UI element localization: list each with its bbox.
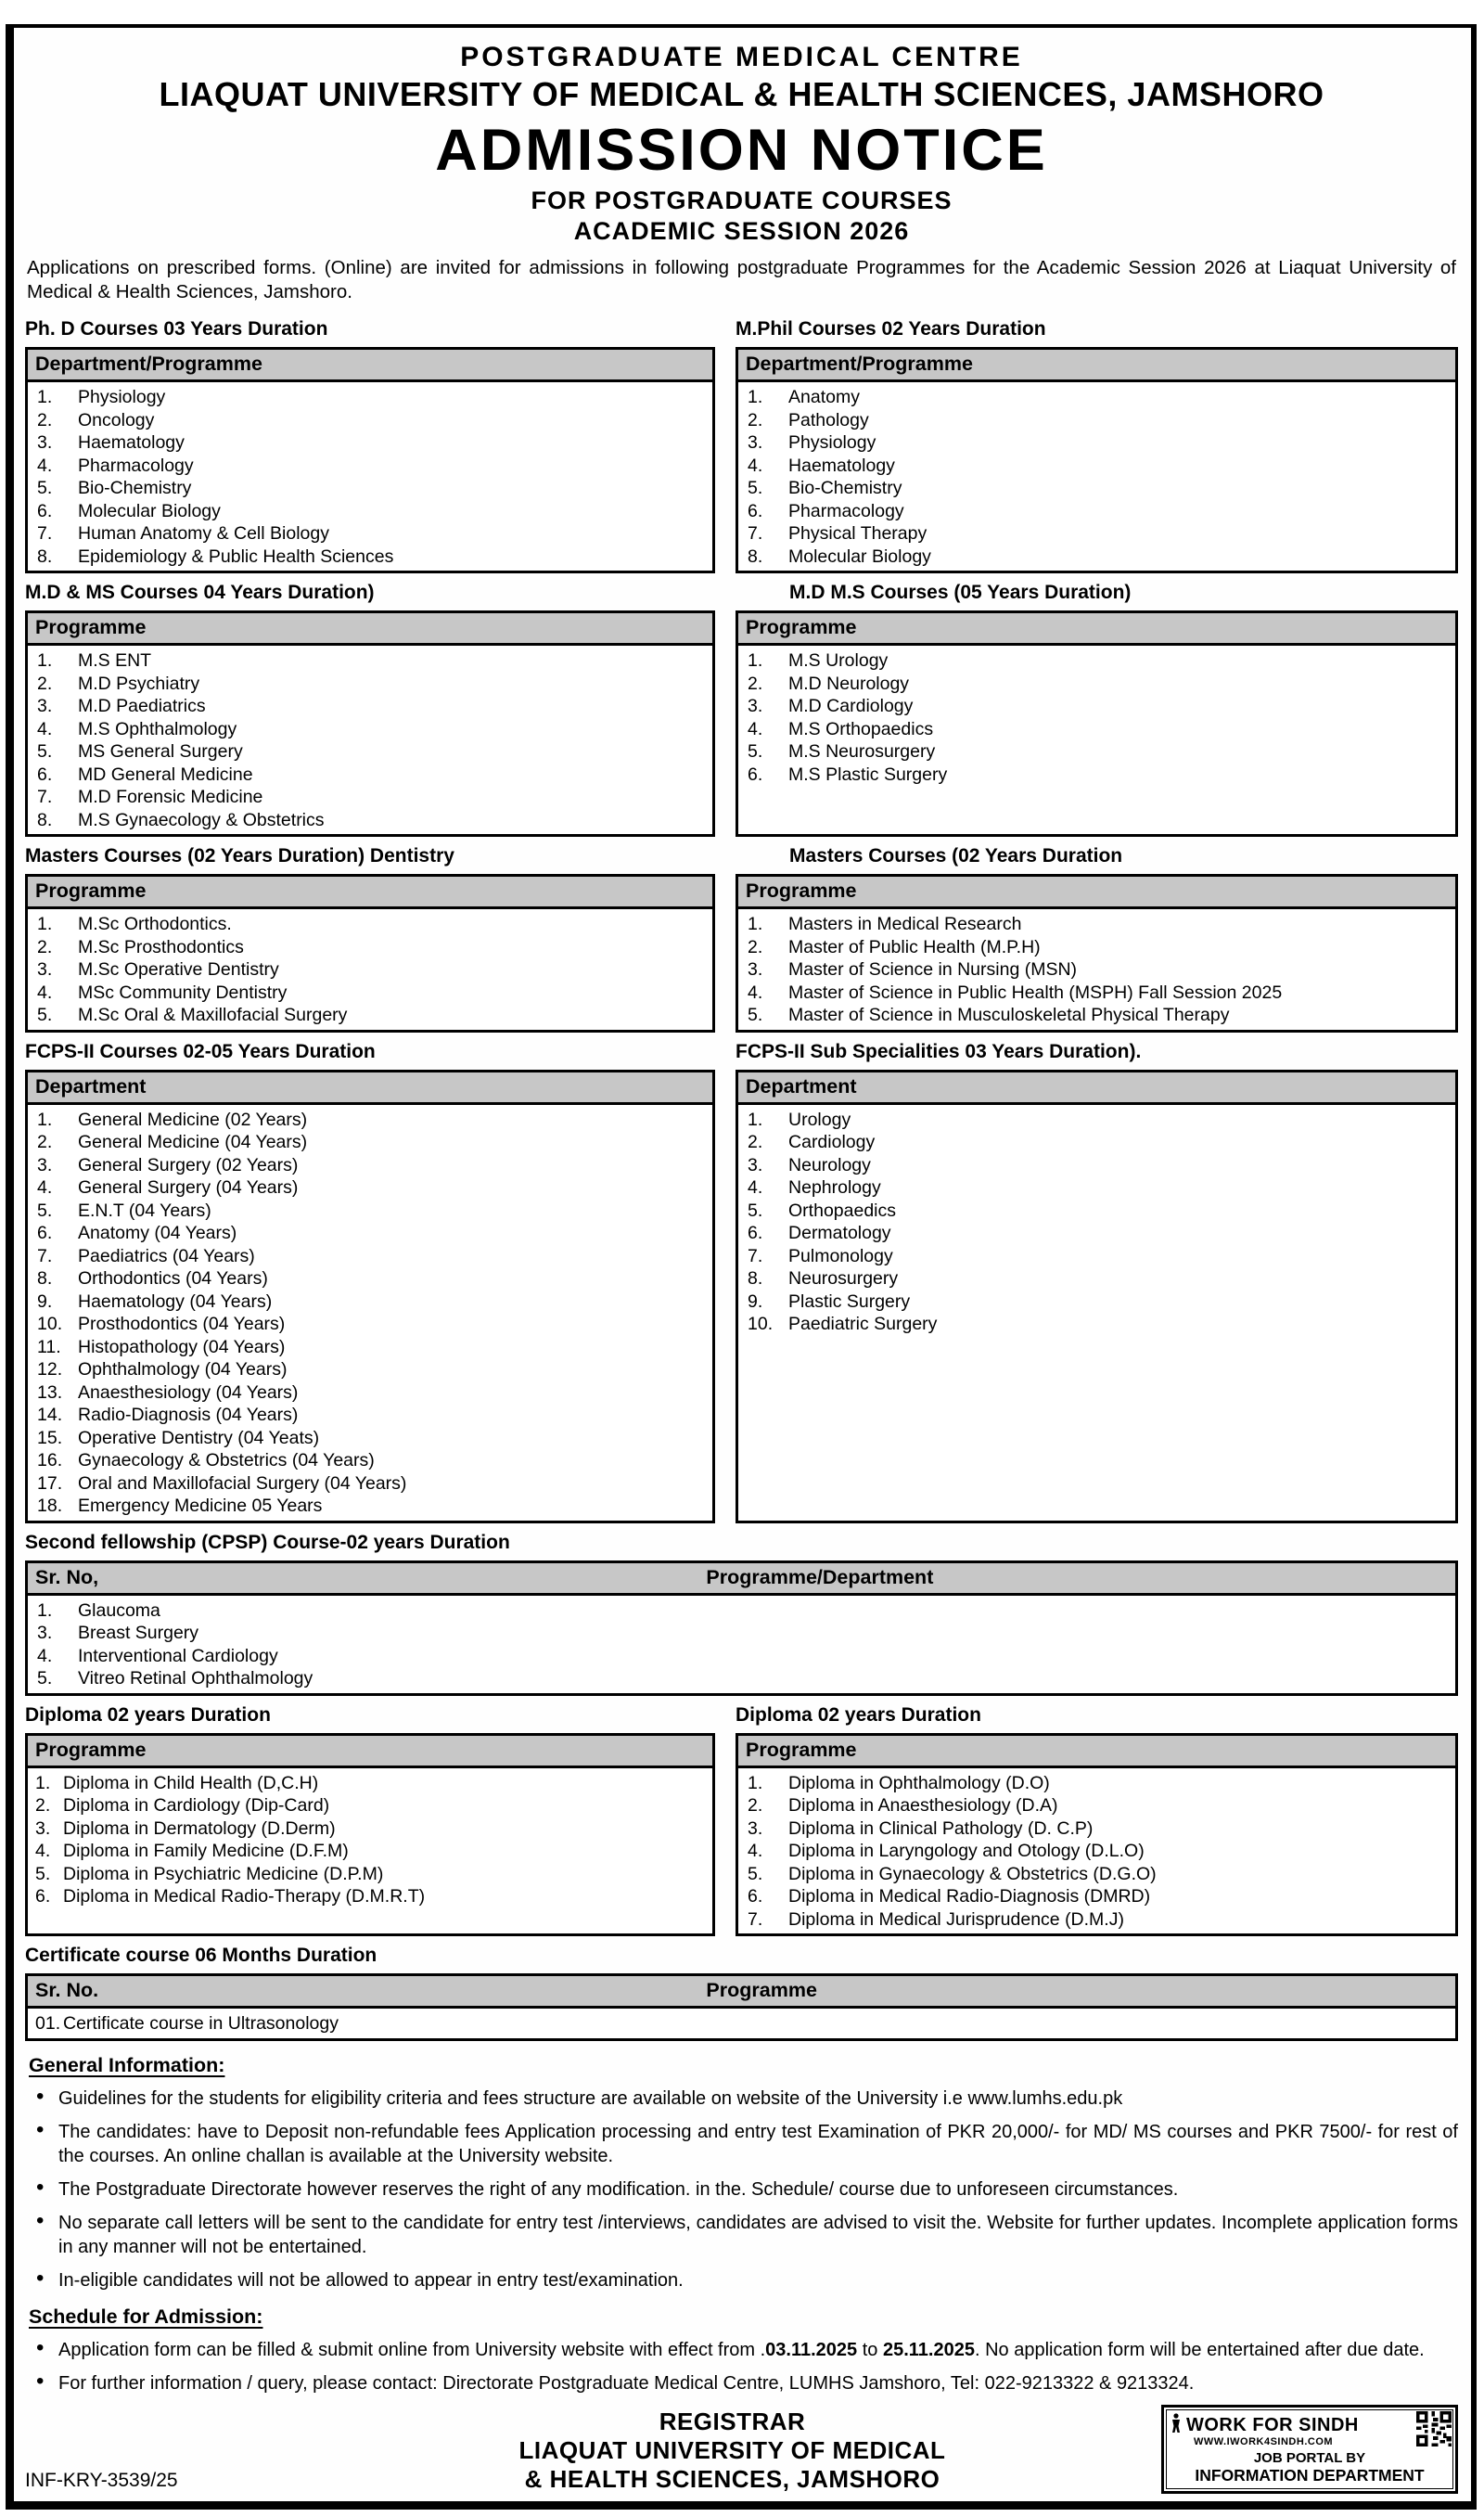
section-certificate <box>25 1945 1458 2041</box>
table-row: 6. M.S Plastic Surgery <box>748 764 948 785</box>
table-row: 2. M.D Neurology <box>748 673 910 694</box>
centre-name: POSTGRADUATE MEDICAL CENTRE <box>460 42 1023 72</box>
table-row: 1. Masters in Medical Research <box>748 914 1022 934</box>
schedule-bullet-dates: • Application form can be filled & submit online from University website with effect from .03.11.2025 to 25.11.2025. No application form will be entertained after due date. <box>25 2338 1458 2362</box>
section-heading-certificate: Certificate course 06 Months Duration <box>25 1945 377 1966</box>
table-row: 6. Pharmacology <box>748 500 904 521</box>
certificate-list <box>28 2009 1455 2038</box>
column-header-programme: Programme <box>706 1979 817 2001</box>
signatory-title: REGISTRAR <box>659 2407 806 2435</box>
portal-department: INFORMATION DEPARTMENT <box>1195 2465 1425 2485</box>
table-row: 8. Molecular Biology <box>748 546 931 567</box>
section-heading-diploma-left: Diploma 02 years Duration <box>25 1703 271 1726</box>
diploma-right-list <box>738 1768 1455 1934</box>
table-row: 3. Haematology <box>37 432 185 453</box>
table-row: 1. M.S Urology <box>748 650 889 671</box>
admission-notice-page <box>6 24 1477 2510</box>
column-header: Programme <box>28 613 712 646</box>
table-row: 1. Urology <box>748 1109 851 1130</box>
table-row: 3. Diploma in Dermatology (D.Derm) <box>35 1817 336 1839</box>
signatory-org-line2: & HEALTH SCIENCES, JAMSHORO <box>524 2464 940 2493</box>
table-row: 3. M.Sc Operative Dentistry <box>37 959 279 980</box>
table-row: 3. Master of Science in Nursing (MSN) <box>748 959 1078 980</box>
table-row: 4. Pharmacology <box>37 455 194 476</box>
table-row: 16. Gynaecology & Obstetrics (04 Years) <box>37 1450 375 1470</box>
table-row: 8. M.S Gynaecology & Obstetrics <box>37 809 325 830</box>
fcps-list <box>28 1105 712 1521</box>
fcps-sub-table <box>736 1070 1458 1523</box>
mdms-4y-list <box>28 646 712 834</box>
column-header: Programme <box>738 1736 1455 1768</box>
general-information <box>25 2054 1458 2292</box>
table-row: 2. Diploma in Anaesthesiology (D.A) <box>748 1795 1058 1816</box>
signatory-org-line1: LIAQUAT UNIVERSITY OF MEDICAL <box>518 2435 946 2464</box>
masters-table <box>736 874 1458 1033</box>
table-row: 6. MD General Medicine <box>37 764 253 785</box>
certificate-table <box>25 1973 1458 2041</box>
table-row: 13. Anaesthesiology (04 Years) <box>37 1381 299 1403</box>
section-heading-diploma-right: Diploma 02 years Duration <box>736 1703 981 1726</box>
section-heading-fcps-sub: FCPS-II Sub Specialities 03 Years Duration). <box>736 1040 1142 1062</box>
table-row: 6. Diploma in Medical Radio-Diagnosis (DMRD) <box>748 1886 1151 1907</box>
table-row: 7. Diploma in Medical Jurisprudence (D.M.J) <box>748 1908 1124 1930</box>
section-heading-mdms-4y: M.D & MS Courses 04 Years Duration) <box>25 582 375 603</box>
diploma-left-list <box>28 1768 712 1934</box>
reference-number: INF-KRY-3539/25 <box>25 2469 178 2491</box>
general-information-bullets <box>25 2087 1458 2292</box>
column-header: Programme <box>738 877 1455 909</box>
cpsp-table <box>25 1560 1458 1696</box>
table-row: 5. Master of Science in Musculoskeletal Physical Therapy <box>748 1005 1230 1025</box>
bullet-item: • In-eligible candidates will not be allowed to appear in entry test/examination. <box>25 2268 1458 2292</box>
table-row: 4. Interventional Cardiology <box>37 1645 278 1666</box>
table-row: 6. Diploma in Medical Radio-Therapy (D.M.R.T) <box>35 1886 426 1907</box>
mdms-5y-list <box>738 646 1455 834</box>
table-row: 4. Diploma in Laryngology and Otology (D.L.O) <box>748 1841 1145 1861</box>
table-row: 4. M.S Orthopaedics <box>748 718 934 739</box>
table-row: 4. Master of Science in Public Health (MSPH) Fall Session 2025 <box>748 982 1283 1003</box>
table-row: 10. Prosthodontics (04 Years) <box>37 1314 286 1334</box>
fcps-sub-list <box>738 1105 1455 1521</box>
table-row: 10. Paediatric Surgery <box>748 1314 938 1334</box>
column-header: Department <box>738 1072 1455 1105</box>
university-name: LIAQUAT UNIVERSITY OF MEDICAL & HEALTH SCIENCES, JAMSHORO <box>159 75 1324 113</box>
section-heading-phd: Ph. D Courses 03 Years Duration <box>25 318 328 340</box>
masters-dentistry-list <box>28 909 712 1030</box>
table-row: 12. Ophthalmology (04 Years) <box>37 1359 288 1380</box>
bullet-item: • The Postgraduate Directorate however reserves the right of any modification. in the. Schedule/ course due to unforeseen circumstances. <box>25 2177 1458 2202</box>
table-row: 4. Nephrology <box>748 1177 881 1198</box>
section-md-ms <box>25 573 1458 837</box>
section-diploma <box>25 1696 1458 1937</box>
intro-paragraph: Applications on prescribed forms. (Online) are invited for admissions in following postgraduate Programmes for the Academic Session 2026 at Liaquat University of Medical & Health Sciences, Jamshoro. <box>27 257 1456 302</box>
table-row: 5. Bio-Chemistry <box>748 478 902 498</box>
table-row: 17. Oral and Maxillofacial Surgery (04 Years) <box>37 1472 407 1494</box>
column-header: Programme <box>738 613 1455 646</box>
table-row: 3. M.D Paediatrics <box>37 696 206 716</box>
section-fcps <box>25 1033 1458 1523</box>
masthead <box>25 41 1458 247</box>
table-row: 7. Physical Therapy <box>748 523 928 544</box>
table-row: 4. Haematology <box>748 455 895 476</box>
column-header: Programme <box>28 877 712 909</box>
column-header: Department/Programme <box>738 350 1455 382</box>
table-row: 5. MS General Surgery <box>37 741 243 762</box>
schedule-for-admission <box>25 2305 1458 2395</box>
table-row: 3. General Surgery (02 Years) <box>37 1154 299 1175</box>
table-row: 1. Diploma in Ophthalmology (D.O) <box>748 1772 1050 1793</box>
table-row: 4. M.S Ophthalmology <box>37 718 237 739</box>
portal-url: WWW.IWORK4SINDH.COM <box>1194 2435 1334 2447</box>
table-row: 9. Plastic Surgery <box>748 1291 911 1312</box>
portal-subtitle: JOB PORTAL BY <box>1253 2449 1366 2466</box>
table-row: 5. Vitreo Retinal Ophthalmology <box>37 1668 313 1689</box>
cpsp-list <box>28 1596 1455 1693</box>
table-row: 11. Histopathology (04 Years) <box>37 1336 286 1357</box>
diploma-left-table <box>25 1733 715 1937</box>
section-heading-fcps: FCPS-II Courses 02-05 Years Duration <box>25 1040 376 1062</box>
table-row: 2. Master of Public Health (M.P.H) <box>748 936 1041 957</box>
general-information-heading: General Information: <box>29 2053 225 2076</box>
qr-code <box>1416 2411 1452 2446</box>
table-row: 1. M.S ENT <box>37 650 152 671</box>
table-row: 2. Pathology <box>748 409 869 430</box>
table-row: 2. Oncology <box>37 409 155 430</box>
table-row: 7. M.D Forensic Medicine <box>37 787 263 807</box>
table-row: 1. M.Sc Orthodontics. <box>37 914 232 934</box>
phd-table <box>25 347 715 573</box>
table-row: 18. Emergency Medicine 05 Years <box>37 1496 323 1516</box>
bullet-item: • The candidates: have to Deposit non-refundable fees Application processing and entry test Examination of PKR 20,000/- for MD/ MS courses and PKR 7500/- for rest of the courses. An online challan is available at the University website. <box>25 2120 1458 2168</box>
table-row: 14. Radio-Diagnosis (04 Years) <box>37 1405 299 1425</box>
subtitle-session: ACADEMIC SESSION 2026 <box>573 217 910 245</box>
column-header: Department <box>28 1072 712 1105</box>
work-for-sindh-box <box>1161 2405 1458 2494</box>
table-row: 4. MSc Community Dentistry <box>37 982 288 1003</box>
table-row: 8. Epidemiology & Public Health Sciences <box>37 546 394 567</box>
table-row: 5. Diploma in Gynaecology & Obstetrics (D.G.O) <box>748 1863 1157 1884</box>
column-header-srno: Sr. No. <box>35 1979 99 2001</box>
subtitle-courses: FOR POSTGRADUATE COURSES <box>531 186 953 214</box>
table-row: 2. Diploma in Cardiology (Dip-Card) <box>35 1795 330 1816</box>
table-row: 2. M.Sc Prosthodontics <box>37 936 244 957</box>
section-heading-cpsp: Second fellowship (CPSP) Course-02 years Duration <box>25 1531 510 1553</box>
table-row: 9. Haematology (04 Years) <box>37 1291 273 1312</box>
table-row: 6. Molecular Biology <box>37 500 221 521</box>
table-row: 5. Diploma in Psychiatric Medicine (D.P.M) <box>35 1863 384 1884</box>
table-row: 6. Anatomy (04 Years) <box>37 1223 237 1243</box>
mphil-table <box>736 347 1458 573</box>
diploma-right-table <box>736 1733 1458 1937</box>
table-row: 4. General Surgery (04 Years) <box>37 1177 299 1198</box>
mphil-list <box>738 382 1455 571</box>
table-row: 2. General Medicine (04 Years) <box>37 1132 308 1152</box>
work-for-sindh-icon <box>1170 2413 1183 2434</box>
table-row: 8. Neurosurgery <box>748 1268 899 1289</box>
end-date: 25.11.2025 <box>882 2339 975 2360</box>
table-row: 3. Physiology <box>748 432 876 453</box>
section-masters <box>25 837 1458 1033</box>
table-row: 3. Neurology <box>748 1154 871 1175</box>
schedule-heading: Schedule for Admission: <box>29 2305 263 2328</box>
masters-dentistry-table <box>25 874 715 1033</box>
table-row: 01. Certificate course in Ultrasonology <box>35 2013 339 2034</box>
table-row: 7. Human Anatomy & Cell Biology <box>37 523 329 544</box>
table-row: 1. Anatomy <box>748 387 860 407</box>
schedule-bullet-contact: • For further information / query, please contact: Directorate Postgraduate Medical Centre, LUMHS Jamshoro, Tel: 022-9213322 & 9213324. <box>25 2371 1458 2395</box>
table-row: 8. Orthodontics (04 Years) <box>37 1268 268 1289</box>
bullet-item: • Guidelines for the students for eligibility criteria and fees structure are available on website of the University i.e www.lumhs.edu.pk <box>25 2087 1458 2111</box>
section-heading-mphil: M.Phil Courses 02 Years Duration <box>736 318 1046 340</box>
start-date: 03.11.2025 <box>765 2339 858 2360</box>
section-heading-mdms-5y: M.D M.S Courses (05 Years Duration) <box>789 582 1132 603</box>
table-row: 4. Diploma in Family Medicine (D.F.M) <box>35 1841 349 1861</box>
table-row: 3. M.D Cardiology <box>748 696 914 716</box>
column-header-row <box>28 1563 1455 1596</box>
table-row: 1. General Medicine (02 Years) <box>37 1109 308 1130</box>
table-row: 15. Operative Dentistry (04 Yeats) <box>37 1427 320 1448</box>
table-row: 2. M.D Psychiatry <box>37 673 200 694</box>
table-row: 6. Dermatology <box>748 1223 891 1243</box>
mdms-4y-table <box>25 610 715 837</box>
table-row: 5. E.N.T (04 Years) <box>37 1200 211 1221</box>
column-header: Department/Programme <box>28 350 712 382</box>
table-row: 3. Diploma in Clinical Pathology (D. C.P) <box>748 1817 1094 1839</box>
column-header: Programme <box>28 1736 712 1768</box>
portal-title: WORK FOR SINDH <box>1186 2414 1359 2435</box>
table-row: 3. Breast Surgery <box>37 1623 199 1643</box>
table-row: 1. Physiology <box>37 387 166 407</box>
phd-list <box>28 382 712 571</box>
page-title: ADMISSION NOTICE <box>435 118 1048 183</box>
column-header-programme: Programme/Department <box>706 1565 934 1588</box>
table-row: 7. Pulmonology <box>748 1245 893 1266</box>
table-row: 5. Bio-Chemistry <box>37 478 192 498</box>
table-row: 5. M.Sc Oral & Maxillofacial Surgery <box>37 1005 348 1025</box>
section-phd-mphil <box>25 310 1458 573</box>
table-row: 1. Diploma in Child Health (D,C.H) <box>35 1772 319 1793</box>
column-header-srno: Sr. No, <box>35 1565 99 1588</box>
section-cpsp <box>25 1532 1458 1696</box>
section-heading-masters: Masters Courses (02 Years Duration <box>789 845 1123 867</box>
footer <box>25 2405 1458 2494</box>
table-row: 5. M.S Neurosurgery <box>748 741 936 762</box>
table-row: 2. Cardiology <box>748 1132 876 1152</box>
section-heading-masters-dentistry: Masters Courses (02 Years Duration) Dentistry <box>25 845 454 867</box>
table-row: 7. Paediatrics (04 Years) <box>37 1245 255 1266</box>
table-row: 5. Orthopaedics <box>748 1200 896 1221</box>
signature-block <box>303 2408 1161 2494</box>
mdms-5y-table <box>736 610 1458 837</box>
masters-list <box>738 909 1455 1030</box>
bullet-item: • No separate call letters will be sent to the candidate for entry test /interviews, candidates are advised to visit the. Website for further updates. Incomplete application forms in any manner will not be entertained. <box>25 2211 1458 2259</box>
table-row: 1. Glaucoma <box>37 1599 160 1621</box>
column-header-row <box>28 1976 1455 2009</box>
fcps-table <box>25 1070 715 1523</box>
